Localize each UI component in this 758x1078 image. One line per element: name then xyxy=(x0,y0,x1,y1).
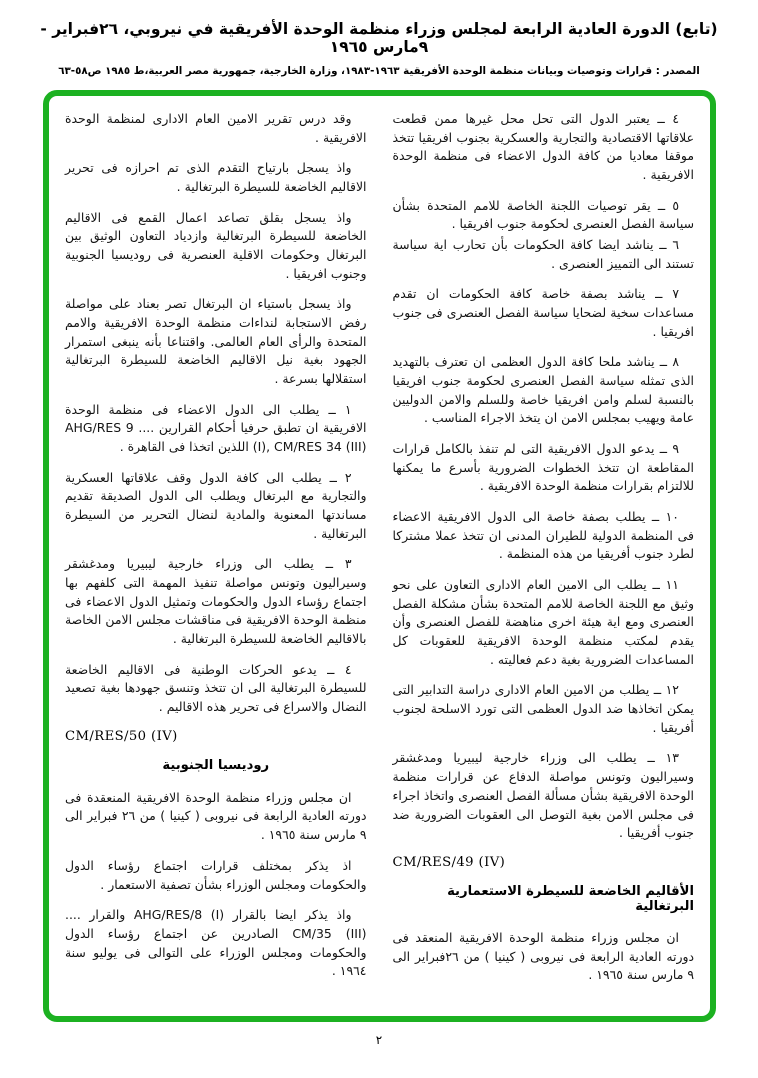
two-column-layout xyxy=(65,110,694,1006)
resolution-item: ١٢ ــ يطلب من الامين العام الادارى دراسة التدابير التى يمكن اتخاذها ضد الدول العظمى التى تورد الاسلحة لجنوب أفريقيا . xyxy=(392,682,694,735)
resolution-item: ٣ ــ يطلب الى وزراء خارجية ليبيريا ومدغشقر وسيراليون وتونس مواصلة تنفيذ المهمة التى كلفهم بها اجتماع رؤساء الدول والحكومات وتمثيل الدول الاعضاء فى منظمة الوحدة الافريقية فى مناقشات مجلس الامن الخاصة بالاقاليم الخاضعة للسيطرة البرتغالية . xyxy=(65,556,367,647)
source-line: المصدر : قرارات وتوصيات وبيانات منظمة الوحدة الأفريقية ١٩٦٣-١٩٨٣، وزارة الخارجية، جمهورية مصر العربية،ط ١٩٨٥ ص٥٨-٦٣ xyxy=(58,65,700,77)
recall-paragraph: واذ يذكر ايضا بالقرار AHG/RES/8 (I) والقرار .... CM/35 (III) الصادرين عن اجتماع رؤساء الدول والحكومات ومجلس الوزراء على التوالى فى يوليو سنة ١٩٦٤ . xyxy=(65,907,367,979)
section-heading: روديسيا الجنوبية xyxy=(162,757,270,773)
column-left xyxy=(65,110,367,1006)
resolution-item: ٢ ــ يطلب الى كافة الدول وقف علاقاتها العسكرية والتجارية مع البرتغال ويطلب الى الدول الصديقة تقديم مساندتها المعنوية والمادية لنضال التحرير من السيطرة البرتغالية . xyxy=(65,469,367,541)
column-right xyxy=(393,110,695,1006)
resolution-item: ٨ ــ يناشد ملحا كافة الدول العظمى ان تعترف بالتهديد الذى تمثله سياسة الفصل العنصرى لحكومة جنوب افريقيا بالنسبة لسلم وامن افريقيا خاصة وللسلم والامن الدوليين عامة ويهيب بمجلس الامن ان يتخذ الاجراء المناسب . xyxy=(392,354,694,426)
recall-paragraph: اذ يذكر بمختلف قرارات اجتماع رؤساء الدول والحكومات ومجلس الوزراء بشأن تصفية الاستعمار . xyxy=(65,857,367,892)
intro-paragraph: ان مجلس وزراء منظمة الوحدة الافريقية المنعقد فى دورته العادية الرابعة فى نيروبى ( كينيا ) من ٢٦فبراير الى ٩ مارس سنة ١٩٦٥ . xyxy=(392,929,694,983)
page-header xyxy=(0,20,758,77)
intro-paragraph: ان مجلس وزراء منظمة الوحدة الافريقية المنعقدة فى دورته العادية الرابعة فى نيروبى ( كينيا ) من ٢٦ فبراير الى ٩ مارس سنة ١٩٦٥ . xyxy=(65,789,367,843)
resolution-code: CM/RES/49 (IV) xyxy=(392,854,506,870)
page-number: ٢ xyxy=(375,1033,383,1047)
resolution-item: ٦ ــ يناشد ايضا كافة الحكومات بأن تحارب اية سياسة تستند الى التمييز العنصرى . xyxy=(392,237,694,271)
preamble-paragraph: واذ يسجل باستياء ان البرتغال تصر بعناد على مواصلة رفض الاستجابة لنداءات منظمة الوحدة الافريقية والامم المتحدة والرأى العام العالمى. واقتناعا بأنه ينبغى استمرار الجهود بغية نيل الاقاليم الخاضعة للسيطرة البرتغالية استقلالها بسرعة . xyxy=(65,296,367,387)
resolution-item: ١٣ ــ يطلب الى وزراء خارجية ليبيريا ومدغشقر وسيراليون وتونس مواصلة الدفاع عن قرارات منظمة الوحدة الافريقية بشأن مسألة الفصل العنصرى واتخاذ اجراء فى مجلس الامن بغية التوصل الى العقوبات الضرورية ضد جنوب أفريقيا . xyxy=(392,750,694,841)
resolution-item: ١ ــ يطلب الى الدول الاعضاء فى منظمة الوحدة الافريقية ان تطبق حرفيا أحكام القرارين .... AHG/RES 9 (I), CM/RES 34 (III) اللذين اتخذا فى القاهرة . xyxy=(65,401,367,455)
resolution-item: ٧ ــ يناشد بصفة خاصة كافة الحكومات ان تقدم مساعدات سخية لضحايا سياسة الفصل العنصرى فى جنوب افريقيا . xyxy=(392,286,694,339)
resolution-item: ١٠ ــ يطلب بصفة خاصة الى الدول الافريقية الاعضاء فى المنظمة الدولية للطيران المدنى ان تتخذ عملا مشتركا لطرد جنوب أفريقيا من هذه المنظمة . xyxy=(392,509,694,562)
content-frame xyxy=(43,90,716,1022)
preamble-paragraph: واذ يسجل بارتياح التقدم الذى تم احرازه فى تحرير الاقاليم الخاضعة للسيطرة البرتغالية . xyxy=(65,160,367,195)
preamble-paragraph: واذ يسجل بقلق تصاعد اعمال القمع فى الاقاليم الخاضعة للسيطرة البرتغالية وازدياد التعاون الوثيق بين البرتغال وحكومات الاقلية العنصرية فى روديسيا الجنوبية وجنوب افريقيا . xyxy=(65,209,367,281)
page-title: (تابع) الدورة العادية الرابعة لمجلس وزراء منظمة الوحدة الأفريقية في نيروبي، ٢٦فبراير - ٩مارس ١٩٦٥ xyxy=(40,20,718,56)
resolution-item: ٩ ــ يدعو الدول الافريقية التى لم تنفذ بالكامل قرارات المقاطعة ان تتخذ الخطوات الضرورية بأسرع ما يمكنها للالتزام بقرارات منظمة الوحدة الافريقية . xyxy=(392,441,694,494)
preamble-paragraph: وقد درس تقرير الامين العام الادارى لمنظمة الوحدة الافريقية . xyxy=(65,111,367,145)
resolution-code: CM/RES/50 (IV) xyxy=(65,728,178,744)
resolution-item: ٤ ــ يدعو الحركات الوطنية فى الاقاليم الخاضعة للسيطرة البرتغالية الى ان تتخذ وتنسق جهودها بغية تصعيد النضال والاسراع فى تحرير هذه الاقاليم . xyxy=(65,661,367,715)
resolution-item: ٥ ــ يقر توصيات اللجنة الخاصة للامم المتحدة بشأن سياسة الفصل العنصرى لحكومة جنوب افريقيا . xyxy=(392,197,694,232)
resolution-item: ٤ ــ يعتبر الدول التى تحل محل غيرها ممن قطعت علاقاتها الاقتصادية والتجارية والعسكرية بجنوب افريقيا تتخذ موقفا معاديا من كافة الدول الاعضاء فى منظمة الوحدة الافريقية . xyxy=(392,111,694,183)
resolution-item: ١١ ــ يطلب الى الامين العام الادارى التعاون على نحو وثيق مع اللجنة الخاصة للامم المتحدة بشأن مشكلة الفصل العنصرى ومع اية هيئة اخرى مناهضة للفصل العنصرى وأن يقدم لمكتب منظمة الوحدة الافريقية للعقوبات كل المساعدات الضرورية بغية دعم فعاليته . xyxy=(392,577,694,667)
section-heading: الأقاليم الخاضعة للسيطرة الاستعمارية البرتغالية xyxy=(447,883,694,914)
